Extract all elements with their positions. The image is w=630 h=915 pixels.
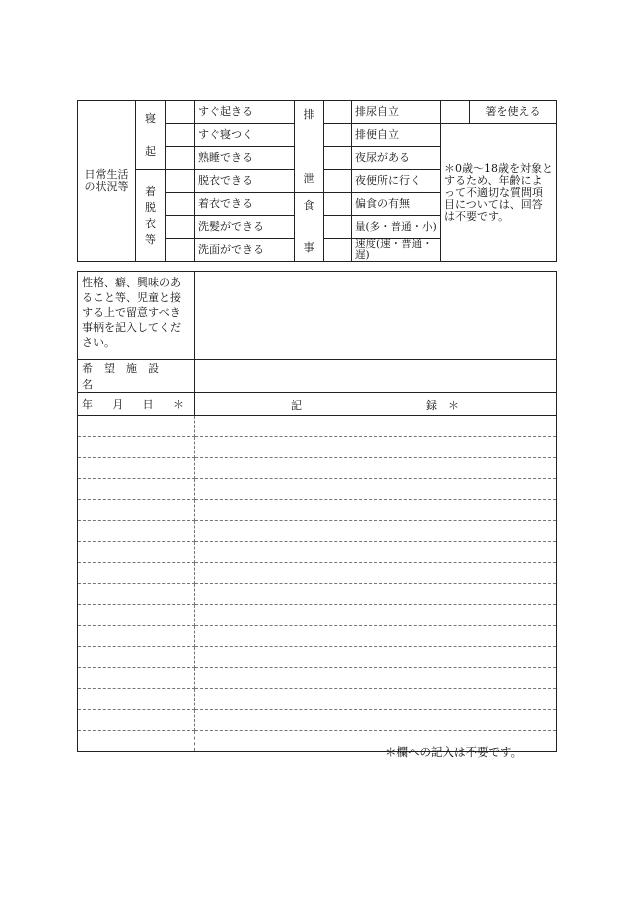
check-cell[interactable] xyxy=(324,170,352,193)
check-cell[interactable] xyxy=(324,124,352,147)
record-date-cell[interactable] xyxy=(78,626,195,647)
record-date-cell[interactable] xyxy=(78,668,195,689)
check-cell[interactable] xyxy=(166,147,195,170)
record-date-cell[interactable] xyxy=(78,437,195,458)
record-row xyxy=(78,689,557,710)
record-row xyxy=(78,626,557,647)
record-row xyxy=(78,458,557,479)
record-content-cell[interactable] xyxy=(195,563,557,584)
personality-label: 性格、癖、興味のあること等、児童と接する上で留意すべき事柄を記入してください。 xyxy=(78,272,195,360)
record-header: 記 録 ＊ xyxy=(195,393,557,416)
check-cell[interactable] xyxy=(324,216,352,239)
item-label: 排便自立 xyxy=(352,124,441,147)
item-label: 洗髪ができる xyxy=(195,216,295,239)
check-cell[interactable] xyxy=(166,193,195,216)
record-row xyxy=(78,710,557,731)
item-label: 偏食の有無 xyxy=(352,193,441,216)
item-label: 夜尿がある xyxy=(352,147,441,170)
record-date-cell[interactable] xyxy=(78,731,195,752)
record-row xyxy=(78,647,557,668)
check-cell[interactable] xyxy=(324,193,352,216)
meal-category-label: 食 事 xyxy=(295,193,324,262)
item-label: 着衣できる xyxy=(195,193,295,216)
check-cell[interactable] xyxy=(166,216,195,239)
record-content-cell[interactable] xyxy=(195,458,557,479)
record-date-cell[interactable] xyxy=(78,563,195,584)
record-date-cell[interactable] xyxy=(78,584,195,605)
dress-category-label: 着 脱 衣 等 xyxy=(136,170,166,262)
item-label: 量(多・普通・小) xyxy=(352,216,441,239)
item-label: 洗面ができる xyxy=(195,239,295,262)
record-content-cell[interactable] xyxy=(195,647,557,668)
record-content-cell[interactable] xyxy=(195,479,557,500)
age-note: ＊0歳～18歳を対象とするため、年齢によって不適切な質問項目については、回答は不要です。 xyxy=(441,124,557,262)
record-date-cell[interactable] xyxy=(78,479,195,500)
personality-input[interactable] xyxy=(195,272,557,360)
record-content-cell[interactable] xyxy=(195,710,557,731)
record-date-cell[interactable] xyxy=(78,605,195,626)
record-date-cell[interactable] xyxy=(78,500,195,521)
footer-note: ＊欄への記入は不要です。 xyxy=(385,745,523,759)
daily-life-table xyxy=(77,100,557,262)
record-content-cell[interactable] xyxy=(195,584,557,605)
item-label: 夜便所に行く xyxy=(352,170,441,193)
date-header: 年 月 日 ＊ xyxy=(78,393,195,416)
record-content-cell[interactable] xyxy=(195,542,557,563)
check-cell[interactable] xyxy=(324,147,352,170)
record-date-cell[interactable] xyxy=(78,689,195,710)
item-label: 速度(速・普通・遅) xyxy=(352,239,441,262)
check-cell[interactable] xyxy=(324,101,352,124)
record-row xyxy=(78,416,557,437)
check-cell[interactable] xyxy=(166,124,195,147)
item-label: 箸を使える xyxy=(470,101,557,124)
item-label: すぐ寝つく xyxy=(195,124,295,147)
record-content-cell[interactable] xyxy=(195,416,557,437)
record-row xyxy=(78,584,557,605)
record-date-cell[interactable] xyxy=(78,710,195,731)
check-cell[interactable] xyxy=(324,239,352,262)
item-label: 脱衣できる xyxy=(195,170,295,193)
record-date-cell[interactable] xyxy=(78,542,195,563)
record-content-cell[interactable] xyxy=(195,626,557,647)
record-row xyxy=(78,500,557,521)
item-label: すぐ起きる xyxy=(195,101,295,124)
check-cell[interactable] xyxy=(166,239,195,262)
record-row xyxy=(78,479,557,500)
record-content-cell[interactable] xyxy=(195,437,557,458)
record-content-cell[interactable] xyxy=(195,500,557,521)
record-date-cell[interactable] xyxy=(78,647,195,668)
item-label: 排尿自立 xyxy=(352,101,441,124)
notes-and-record-table xyxy=(77,271,557,752)
toilet-category-label: 排 泄 xyxy=(295,101,324,193)
daily-life-section-label: 日常生活の状況等 xyxy=(78,101,136,262)
item-label: 熟睡できる xyxy=(195,147,295,170)
record-content-cell[interactable] xyxy=(195,521,557,542)
record-date-cell[interactable] xyxy=(78,416,195,437)
check-cell[interactable] xyxy=(166,170,195,193)
record-content-cell[interactable] xyxy=(195,689,557,710)
check-cell[interactable] xyxy=(441,101,470,124)
record-content-cell[interactable] xyxy=(195,605,557,626)
record-row xyxy=(78,563,557,584)
record-date-cell[interactable] xyxy=(78,521,195,542)
record-content-cell[interactable] xyxy=(195,668,557,689)
record-rows xyxy=(78,416,557,752)
record-row xyxy=(78,668,557,689)
facility-label: 希望施設名 xyxy=(78,360,195,393)
facility-input[interactable] xyxy=(195,360,557,393)
record-row xyxy=(78,542,557,563)
record-date-cell[interactable] xyxy=(78,458,195,479)
check-cell[interactable] xyxy=(166,101,195,124)
record-row xyxy=(78,521,557,542)
record-row xyxy=(78,437,557,458)
sleep-category-label: 寝 起 xyxy=(136,101,166,170)
record-row xyxy=(78,605,557,626)
